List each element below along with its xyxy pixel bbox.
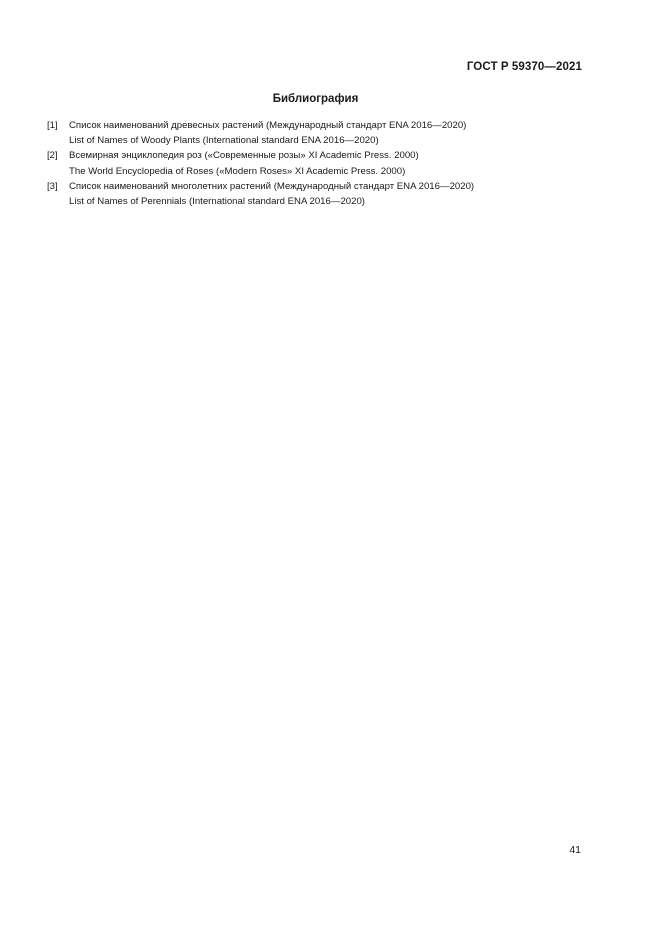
entry-title-ru: Список наименований древесных растений (Международный стандарт ENA 2016—2020) [69, 120, 467, 131]
document-code: ГОСТ Р 59370—2021 [466, 61, 582, 73]
entry-title-en: The World Encyclopedia of Roses («Modern Roses» XI Academic Press. 2000) [69, 165, 406, 177]
bibliography-entry [47, 148, 607, 178]
entry-text [69, 118, 607, 148]
entry-title-ru: Список наименований многолетних растений (Международный стандарт ENA 2016—2020) [69, 180, 475, 192]
entry-text [69, 179, 607, 209]
entry-title-en: List of Names of Woody Plants (International standard ENA 2016—2020) [69, 135, 379, 147]
bibliography-title: Библиография [272, 93, 359, 105]
bibliography-entry [47, 179, 607, 209]
bibliography-entry [47, 118, 607, 148]
entry-number: [2] [47, 150, 58, 162]
entry-number: [1] [47, 120, 58, 131]
entry-text [69, 148, 607, 178]
entry-title-ru: Всемирная энциклопедия роз («Современные розы» XI Academic Press. 2000) [69, 150, 419, 162]
entry-number: [3] [47, 180, 58, 192]
bibliography-list [47, 118, 607, 209]
page-number: 41 [569, 844, 581, 856]
entry-title-en: List of Names of Perennials (International standard ENA 2016—2020) [69, 196, 365, 208]
